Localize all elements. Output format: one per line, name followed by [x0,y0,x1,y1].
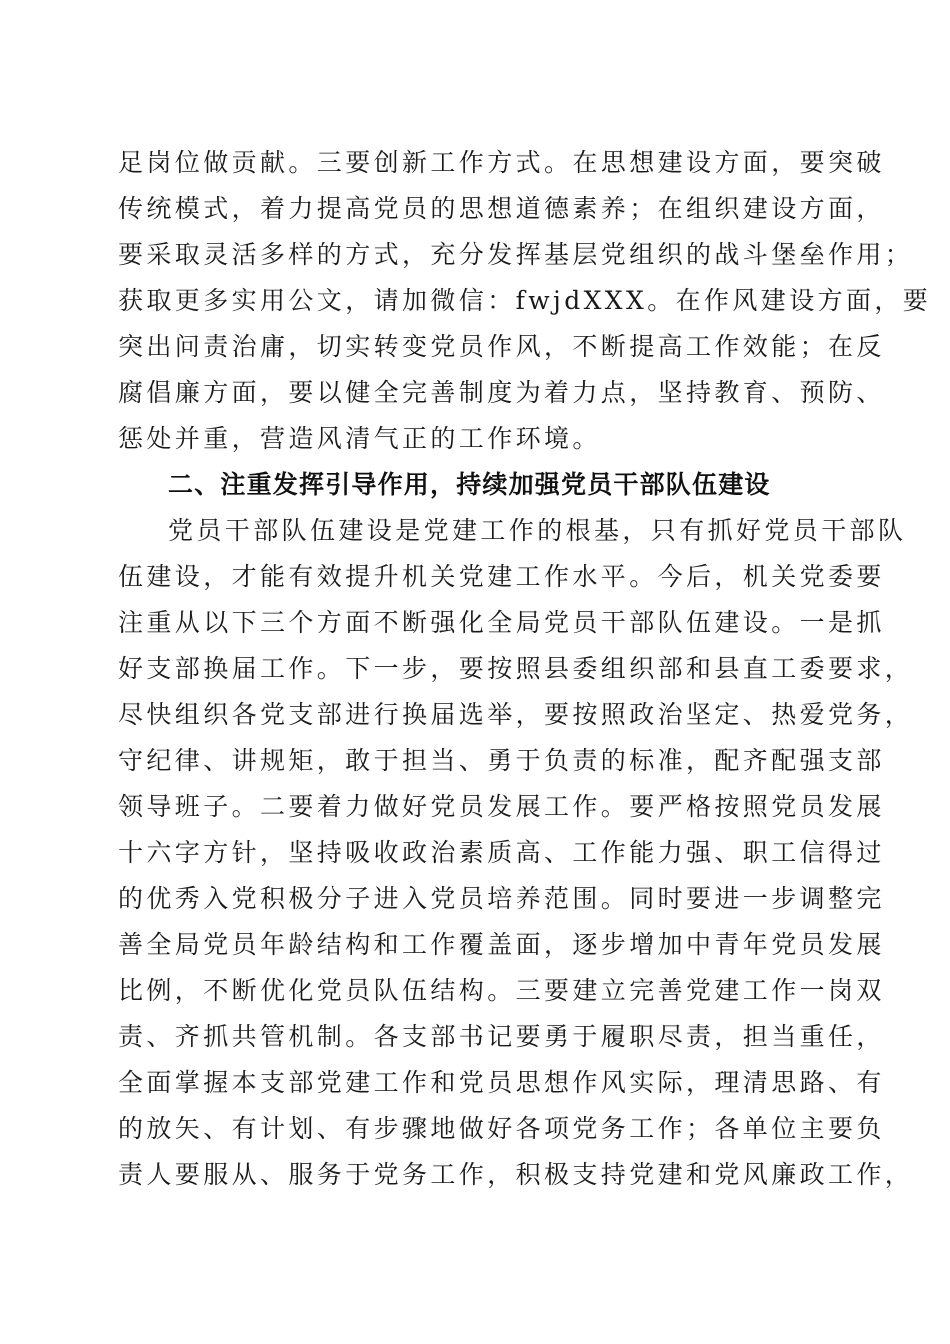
paragraph-2-line-5: 尽快组织各党支部进行换届选举，要按照政治坚定、热爱党务， [118,700,914,729]
paragraph-2-line-6: 守纪律、讲规矩，敢于担当、勇于负责的标准，配齐配强支部 [118,746,885,775]
paragraph-1-line-5: 突出问责治庸，切实转变党员作风，不断提高工作效能；在反 [118,332,885,361]
paragraph-2-line-4: 好支部换届工作。下一步，要按照县委组织部和县直工委要求， [118,654,914,683]
paragraph-1-line-4: 获取更多实用公文，请加微信：fwjdXXX。在作风建设方面，要 [118,286,932,315]
paragraph-1-line-1: 足岗位做贡献。三要创新工作方式。在思想建设方面，要突破 [118,148,885,177]
paragraph-2-line-13: 全面掌握本支部党建工作和党员思想作风实际，理清思路、有 [118,1068,885,1097]
paragraph-2-line-2: 伍建设，才能有效提升机关党建工作水平。今后，机关党委要 [118,562,885,591]
paragraph-1-line-7: 惩处并重，营造风清气正的工作环境。 [118,424,601,453]
paragraph-2-line-3: 注重从以下三个方面不断强化全局党员干部队伍建设。一是抓 [118,608,885,637]
paragraph-2-line-15: 责人要服从、服务于党务工作，积极支持党建和党风廉政工作， [118,1160,914,1189]
paragraph-2-line-11: 比例，不断优化党员队伍结构。三要建立完善党建工作一岗双 [118,976,885,1005]
paragraph-2-line-12: 责、齐抓共管机制。各支部书记要勇于履职尽责，担当重任， [118,1022,885,1051]
paragraph-2-line-1: 党员干部队伍建设是党建工作的根基，只有抓好党员干部队 [168,516,907,545]
paragraph-2-line-9: 的优秀入党积极分子进入党员培养范围。同时要进一步调整完 [118,884,885,913]
paragraph-2-line-7: 领导班子。二要着力做好党员发展工作。要严格按照党员发展 [118,792,885,821]
paragraph-2-line-14: 的放矢、有计划、有步骤地做好各项党务工作；各单位主要负 [118,1114,885,1143]
paragraph-1-line-6: 腐倡廉方面，要以健全完善制度为着力点，坚持教育、预防、 [118,378,885,407]
section-heading: 二、注重发挥引导作用，持续加强党员干部队伍建设 [168,470,771,499]
paragraph-2-line-8: 十六字方针，坚持吸收政治素质高、工作能力强、职工信得过 [118,838,885,867]
paragraph-1-line-3: 要采取灵活多样的方式，充分发挥基层党组织的战斗堡垒作用； [118,240,914,269]
paragraph-1-line-2: 传统模式，着力提高党员的思想道德素养；在组织建设方面， [118,194,885,223]
paragraph-2-line-10: 善全局党员年龄结构和工作覆盖面，逐步增加中青年党员发展 [118,930,885,959]
